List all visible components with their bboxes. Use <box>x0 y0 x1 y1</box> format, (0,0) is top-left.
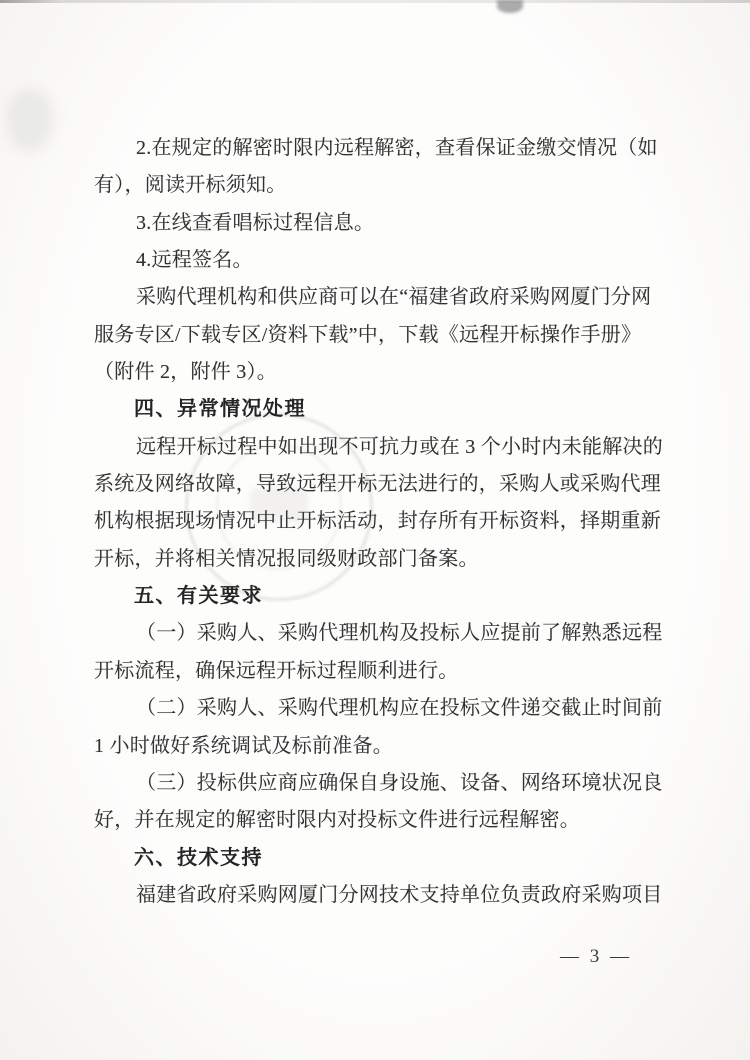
text-line: （附件 2，附件 3）。 <box>94 361 277 384</box>
text-line: 远程开标过程中如出现不可抗力或在 3 个小时内未能解决的 <box>136 435 663 458</box>
text-line: （一）采购人、采购代理机构及投标人应提前了解熟悉远程 <box>136 622 663 645</box>
text-line: 2.在规定的解密时限内远程解密，查看保证金缴交情况（如 <box>136 137 658 159</box>
text-line: 机构根据现场情况中止开标活动，封存所有开标资料，择期重新 <box>94 510 661 533</box>
text-line: 3.在线查看唱标过程信息。 <box>136 211 375 234</box>
text-line: 采购代理机构和供应商可以在“福建省政府采购网厦门分网 <box>136 286 652 309</box>
text-line: 4.远程签名。 <box>136 249 253 272</box>
section-heading: 四、异常情况处理 <box>134 398 306 421</box>
text-line: 福建省政府采购网厦门分网技术支持单位负责政府采购项目 <box>136 883 663 906</box>
text-line: 开标流程，确保远程开标过程顺利进行。 <box>94 659 459 682</box>
scan-edge-artifact <box>0 0 750 3</box>
text-line: 开标，并将相关情况报同级财政部门备案。 <box>94 547 479 570</box>
text-line: 有），阅读开标须知。 <box>94 174 287 197</box>
section-heading: 五、有关要求 <box>134 585 263 608</box>
text-line: 好，并在规定的解密时限内对投标文件进行远程解密。 <box>94 809 580 832</box>
text-line: 1 小时做好系统调试及标前准备。 <box>94 734 393 757</box>
scan-smudge <box>6 88 54 152</box>
text-line: （三）投标供应商应确保自身设施、设备、网络环境状况良 <box>136 771 663 794</box>
document-body <box>94 130 670 914</box>
text-line: 系统及网络故障，导致远程开标无法进行的，采购人或采购代理 <box>94 473 661 496</box>
scan-smudge <box>497 0 523 13</box>
text-line: 服务专区/下载专区/资料下载”中，下载《远程开标操作手册》 <box>94 323 642 346</box>
section-heading: 六、技术支持 <box>134 846 263 869</box>
text-line: （二）采购人、采购代理机构应在投标文件递交截止时间前 <box>136 697 663 720</box>
page-number: — 3 — <box>560 946 632 967</box>
